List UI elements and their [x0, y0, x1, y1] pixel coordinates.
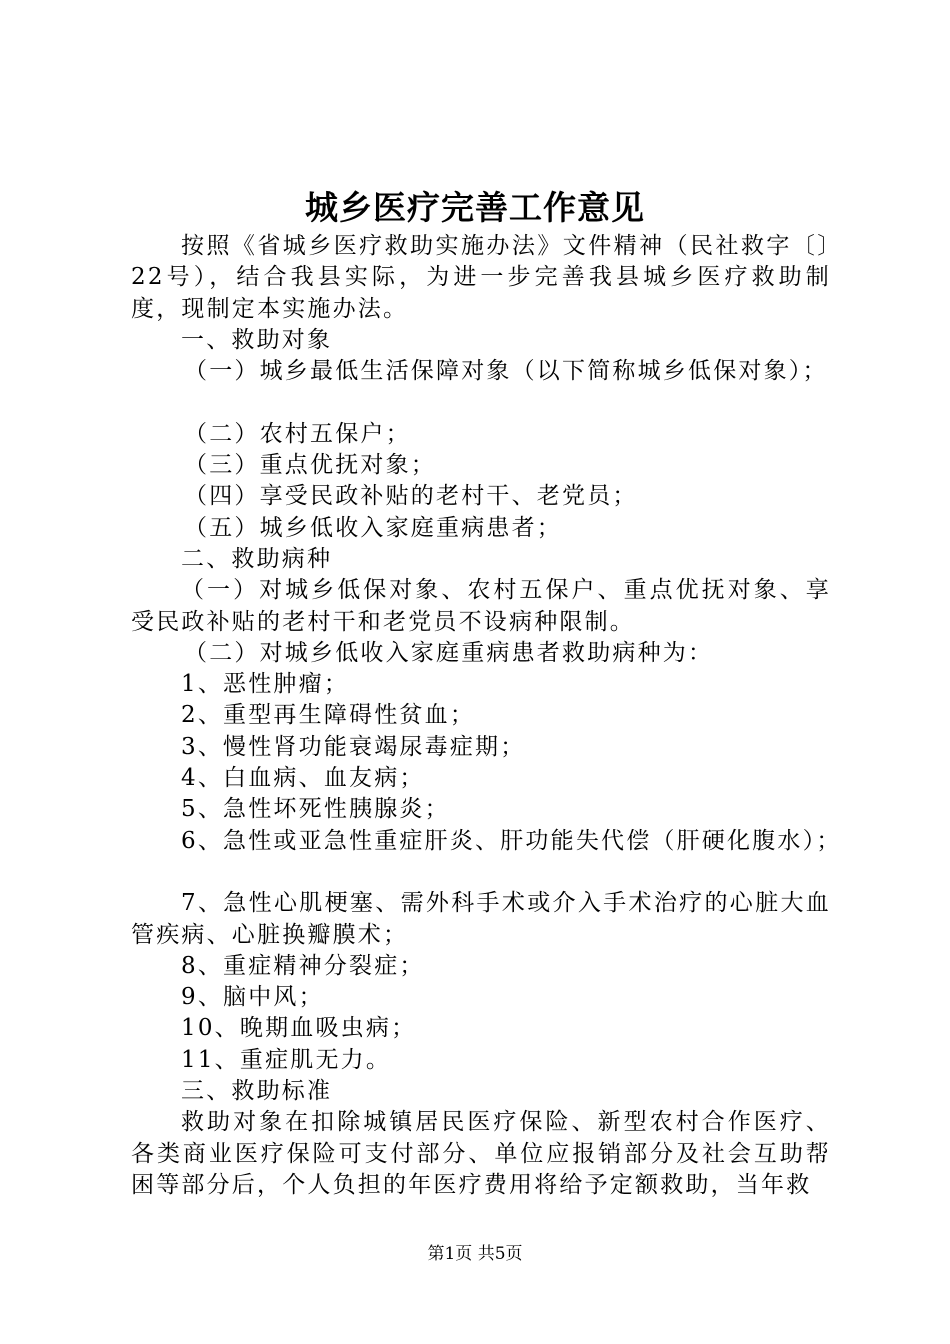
disease-item-11: 11、重症肌无力。: [181, 1046, 392, 1073]
target-item-2: （二）农村五保户；: [184, 420, 411, 447]
intro-paragraph: 按照《省城乡医疗救助实施办法》文件精神（民社救字〔〕22号），结合我县实际，为进一步完善我县城乡医疗救助制度，现制定本实施办法。: [131, 233, 831, 322]
disease-item-6: 6、急性或亚急性重症肝炎、肝功能失代偿（肝硬化腹水）；: [181, 827, 842, 854]
disease-item-5: 5、急性坏死性胰腺炎；: [181, 796, 450, 823]
target-item-1: （一）城乡最低生活保障对象（以下简称城乡低保对象）；: [184, 358, 828, 385]
standard-paragraph: 救助对象在扣除城镇居民医疗保险、新型农村合作医疗、各类商业医疗保险可支付部分、单位应报销部分及社会互助帮困等部分后，个人负担的年医疗费用将给予定额救助，当年救: [131, 1109, 831, 1198]
disease-item-9: 9、脑中风；: [181, 984, 324, 1011]
disease-item-3: 3、慢性肾功能衰竭尿毒症期；: [181, 733, 526, 760]
blank-line: [131, 857, 831, 888]
blank-line: [131, 387, 831, 418]
disease-item-10: 10、晚期血吸虫病；: [181, 1015, 417, 1042]
disease-scope-item-2: （二）对城乡低收入家庭重病患者救助病种为：: [184, 639, 714, 666]
disease-item-1: 1、恶性肿瘤；: [181, 671, 350, 698]
target-item-5: （五）城乡低收入家庭重病患者；: [184, 514, 562, 541]
target-item-3: （三）重点优抚对象；: [184, 452, 436, 479]
disease-item-2: 2、重型再生障碍性贫血；: [181, 702, 476, 729]
page-footer: 第1页 共5页: [427, 1244, 523, 1264]
target-item-4: （四）享受民政补贴的老村干、老党员；: [184, 483, 638, 510]
document-body: [131, 231, 842, 1201]
disease-item-7: 7、急性心肌梗塞、需外科手术或介入手术治疗的心脏大血管疾病、心脏换瓣膜术；: [131, 890, 831, 948]
disease-item-8: 8、重症精神分裂症；: [181, 952, 425, 979]
section-heading-3: 三、救助标准: [181, 1078, 333, 1105]
disease-item-4: 4、白血病、血友病；: [181, 765, 425, 792]
section-heading-1: 一、救助对象: [181, 326, 333, 353]
section-heading-2: 二、救助病种: [181, 545, 333, 572]
document-title: 城乡医疗完善工作意见: [305, 188, 645, 227]
disease-scope-item-1: （一）对城乡低保对象、农村五保户、重点优抚对象、享受民政补贴的老村干和老党员不设病种限制。: [131, 577, 831, 635]
